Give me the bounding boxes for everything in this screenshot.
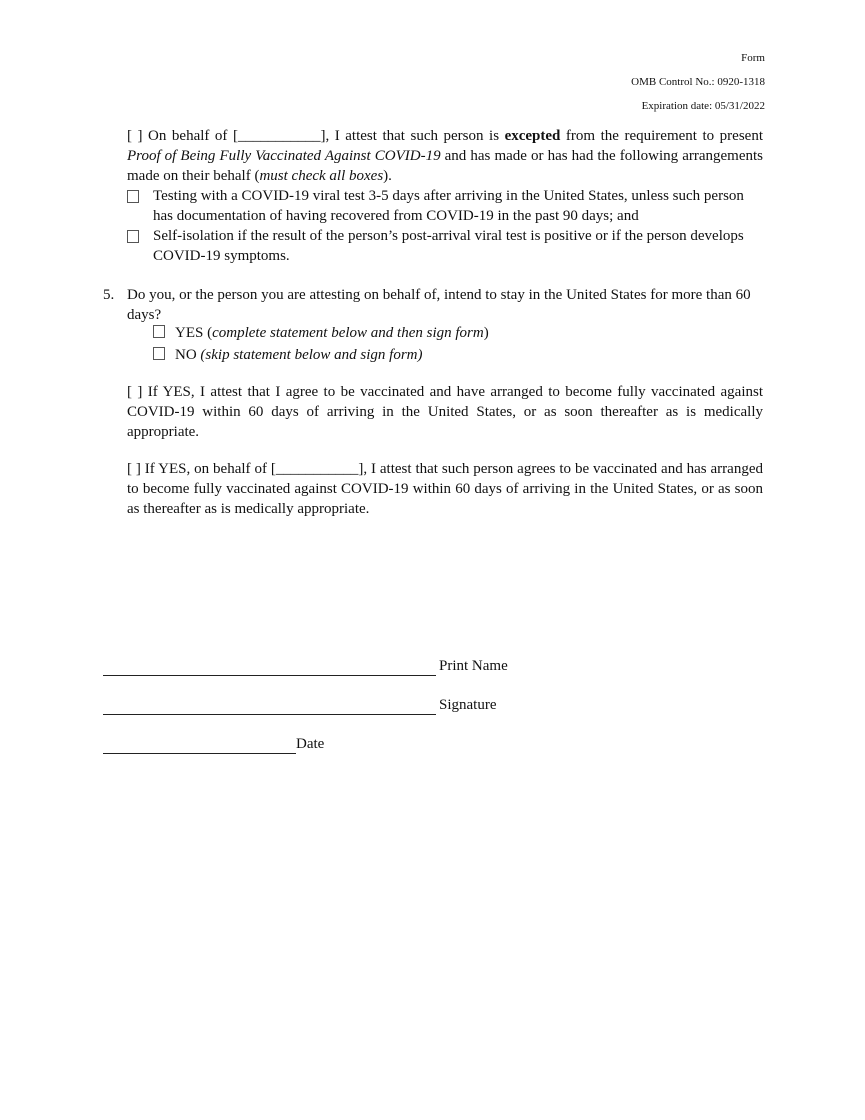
- signature-row: [103, 695, 497, 715]
- self-isolation-item: Self-isolation if the result of the person’s post-arrival viral test is positive or if the person develops COVID-19 symptoms.: [127, 226, 767, 266]
- expiration-date: Expiration date: 05/31/2022: [641, 100, 765, 112]
- yes-checkbox[interactable]: [153, 325, 165, 338]
- question-number: 5.: [103, 287, 115, 303]
- option-no: NO (skip statement below and sign form): [153, 345, 423, 365]
- signature-label: Signature: [439, 697, 497, 713]
- date-field[interactable]: [103, 737, 296, 754]
- option-yes: YES (complete statement below and then sign form): [153, 323, 489, 343]
- print-name-row: [103, 656, 508, 676]
- question-5-text: Do you, or the person you are attesting on behalf of, intend to stay in the United States for more than 60 days?: [127, 287, 751, 323]
- form-label: Form: [741, 52, 765, 64]
- date-label: Date: [296, 736, 325, 752]
- no-checkbox[interactable]: [153, 347, 165, 360]
- print-name-field[interactable]: [103, 659, 436, 676]
- signature-field[interactable]: [103, 698, 436, 715]
- print-name-label: Print Name: [439, 658, 508, 674]
- testing-requirement-item: Testing with a COVID-19 viral test 3-5 days after arriving in the United States, unless such person has documentation of having recovered from COVID-19 in the past 90 days; and: [127, 186, 767, 226]
- yes-behalf-attestation: [ ] If YES, on behalf of [___________], I attest that such person agrees to be vaccinated and has arranged to become fully vaccinated against COVID-19 within 60 days of arriving in the United States, or as soon as thereafter as is medically appropriate.: [127, 461, 763, 517]
- yes-self-attestation: [ ] If YES, I attest that I agree to be vaccinated and have arranged to become fully vaccinated against COVID-19 within 60 days of arriving in the United States, or as soon thereafter as is medically appropriate.: [127, 384, 763, 440]
- self-isolation-checkbox[interactable]: [127, 230, 139, 243]
- testing-checkbox[interactable]: [127, 190, 139, 203]
- omb-control-number: OMB Control No.: 0920-1318: [631, 76, 765, 88]
- date-row: [103, 734, 324, 754]
- behalf-exception-statement: [ ] On behalf of [___________], I attest that such person is excepted from the requirement to present Proof of Being Fully Vaccinated Against COVID-19 and has made or has had the following arrangements made on their behalf (must check all boxes).: [127, 128, 763, 184]
